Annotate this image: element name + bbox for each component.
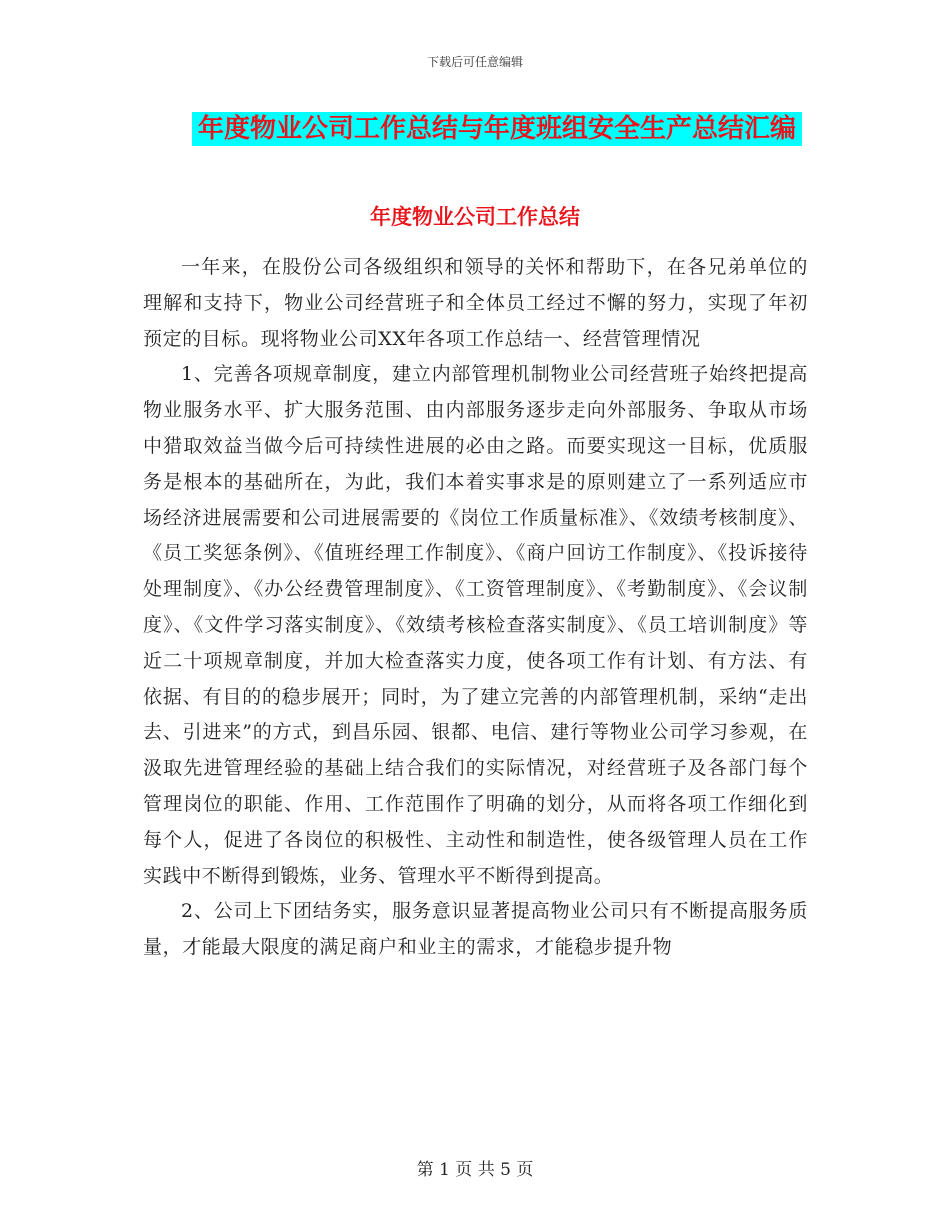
body-paragraph: 1、完善各项规章制度，建立内部管理机制物业公司经营班子始终把提高物业服务水平、扩大服务范围、由内部服务逐步走向外部服务、争取从市场中猎取效益当做今后可持续性进展的必由之路。而要实现这一目标，优质服务是根本的基础所在，为此，我们本着实事求是的原则建立了一系列适应市场经济进展需要和公司进展需要的《岗位工作质量标准》、《效绩考核制度》、《员工奖惩条例》、《值班经理工作制度》、《商户回访工作制度》、《投诉接待处理制度》、《办公经费管理制度》、《工资管理制度》、《考勤制度》、《会议制度》、《文件学习落实制度》、《效绩考核检查落实制度》、《员工培训制度》等近二十项规章制度，并加大检查落实力度，使各项工作有计划、有方法、有依据、有目的的稳步展开；同时，为了建立完善的内部管理机制，采纳“走出去、引进来”的方式，到昌乐园、银都、电信、建行等物业公司学习参观，在汲取先进管理经验的基础上结合我们的实际情况，对经营班子及各部门每个管理岗位的职能、作用、工作范围作了明确的划分，从而将各项工作细化到每个人，促进了各岗位的积极性、主动性和制造性，使各级管理人员在工作实践中不断得到锻炼，业务、管理水平不断得到提高。 — [143, 363, 808, 887]
page-header-note: 下载后可任意编辑 — [426, 55, 523, 69]
page-number-footer: 第 1 页 共 5 页 — [416, 1160, 534, 1180]
section-title: 年度物业公司工作总结 — [370, 205, 580, 229]
document-body — [143, 218, 808, 966]
body-paragraph: 2、公司上下团结务实，服务意识显著提高物业公司只有不断提高服务质量，才能最大限度的满足商户和业主的需求，才能稳步提升物 — [143, 900, 808, 959]
document-main-title: 年度物业公司工作总结与年度班组安全生产总结汇编 — [192, 112, 802, 146]
body-paragraph: 一年来，在股份公司各级组织和领导的关怀和帮助下，在各兄弟单位的理解和支持下，物业公司经营班子和全体员工经过不懈的努力，实现了年初预定的目标。现将物业公司XX年各项工作总结一、经营管理情况 — [143, 256, 808, 350]
